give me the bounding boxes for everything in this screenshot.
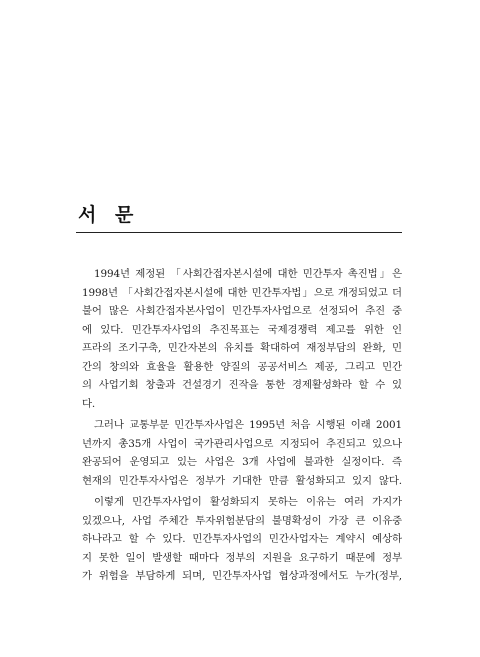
text-line: 1998년 「사회간접자본시설에 대한 민간투자법」으로 개정되었고 더 (82, 286, 402, 299)
text-line: 가 위험을 부담하게 되며, 민간투자사업 협상과정에서도 누가(정부, (82, 570, 402, 582)
paragraph (82, 416, 402, 490)
text-line: 다. (82, 397, 96, 410)
text-line: 현재의 민간투자사업은 정부가 기대한 만큼 활성화되고 있지 않다. (82, 474, 402, 487)
text-line: 하나라고 할 수 있다. 민간투자사업의 민간사업자는 계약시 예상하 (82, 533, 402, 545)
text-line: 간의 창의와 효율을 활용한 양질의 공공서비스 제공, 그리고 민간 (82, 360, 402, 373)
text-line: 완공되어 운영되고 있는 사업은 3개 사업에 불과한 실정이다. 즉 (82, 456, 402, 468)
text-line: 있겠으나, 사업 주체간 투자위험분담의 불명확성이 가장 큰 이유중 (82, 514, 402, 527)
text-line: 년까지 총35개 사업이 국가관리사업으로 지정되어 추진되고 있으나 (82, 437, 402, 450)
body-text (82, 265, 402, 589)
text-line: 이렇게 민간투자사업이 활성화되지 못하는 이유는 여러 가지가 (94, 496, 402, 508)
text-line: 지 못한 일이 발생할 때마다 정부의 지원을 요구하기 때문에 정부 (82, 551, 402, 564)
text-line: 불어 많은 사회간접자본사업이 민간투자사업으로 선정되어 추진 중 (82, 305, 402, 317)
section-heading: 서 문 (78, 204, 140, 226)
text-line: 의 사업기회 창출과 건설경기 진작을 통한 경제활성화라 할 수 있 (82, 379, 402, 391)
heading-divider (76, 232, 402, 233)
text-line: 그러나 교통부문 민간투자사업은 1995년 처음 시행된 이래 2001 (94, 419, 402, 431)
text-line: 1994년 제정된 「사회간접자본시설에 대한 민간투자 촉진법」은 (94, 268, 402, 280)
paragraph (82, 493, 402, 586)
text-line: 에 있다. 민간투자사업의 추진목표는 국제경쟁력 제고를 위한 인 (82, 323, 402, 336)
text-line: 프라의 조기구축, 민간자본의 유치를 확대하여 재정부담의 완화, 민 (82, 342, 402, 354)
paragraph (82, 265, 402, 413)
